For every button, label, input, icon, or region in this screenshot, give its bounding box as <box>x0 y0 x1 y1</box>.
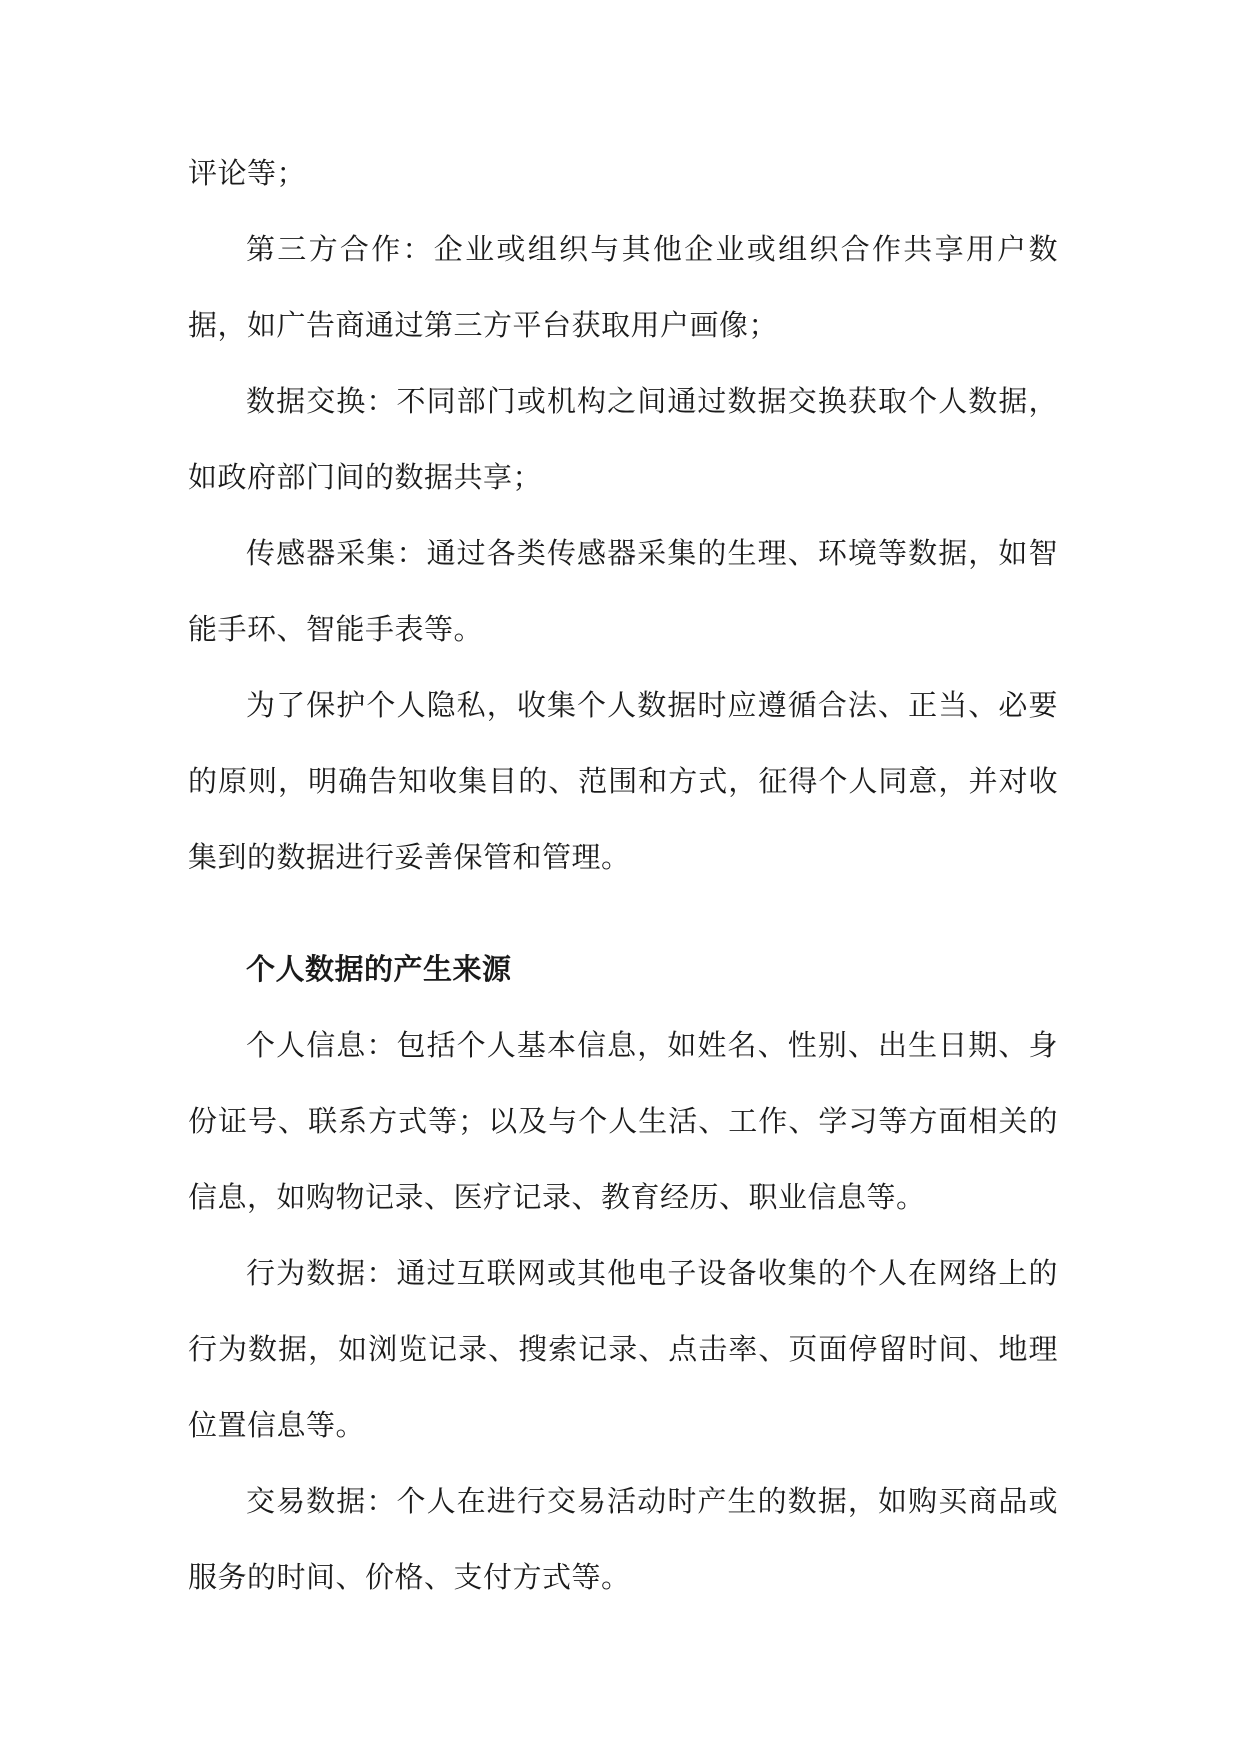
paragraph-sensor: 传感器采集：通过各类传感器采集的生理、环境等数据，如智能手环、智能手表等。 <box>188 536 1058 646</box>
paragraph-behavior-data: 行为数据：通过互联网或其他电子设备收集的个人在网络上的行为数据，如浏览记录、搜索记录、点击率、页面停留时间、地理位置信息等。 <box>188 1256 1058 1442</box>
document-body <box>188 135 1058 1615</box>
paragraph-continuation: 评论等； <box>188 156 307 190</box>
paragraph-third-party: 第三方合作：企业或组织与其他企业或组织合作共享用户数据，如广告商通过第三方平台获取用户画像； <box>188 232 1058 342</box>
paragraph-data-exchange: 数据交换：不同部门或机构之间通过数据交换获取个人数据，如政府部门间的数据共享； <box>188 384 1058 494</box>
paragraph-personal-info: 个人信息：包括个人基本信息，如姓名、性别、出生日期、身份证号、联系方式等；以及与个人生活、工作、学习等方面相关的信息，如购物记录、医疗记录、教育经历、职业信息等。 <box>188 1028 1058 1214</box>
paragraph-privacy: 为了保护个人隐私，收集个人数据时应遵循合法、正当、必要的原则，明确告知收集目的、范围和方式，征得个人同意，并对收集到的数据进行妥善保管和管理。 <box>188 688 1058 874</box>
paragraph-transaction-data: 交易数据：个人在进行交易活动时产生的数据，如购买商品或服务的时间、价格、支付方式等。 <box>188 1484 1058 1594</box>
section-heading: 个人数据的产生来源 <box>246 952 512 986</box>
